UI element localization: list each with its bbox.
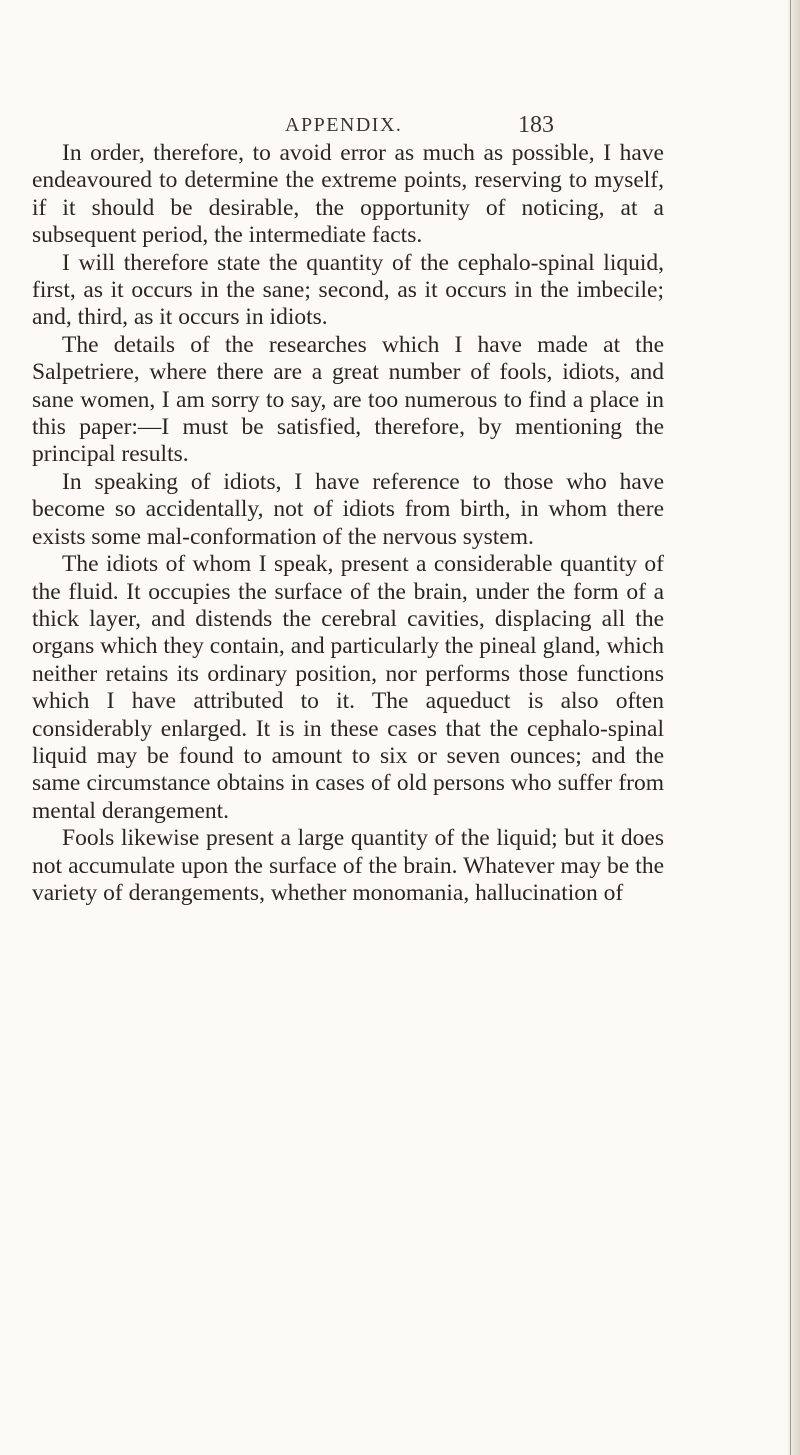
page-body <box>32 140 664 907</box>
paragraph-5: The idiots of whom I speak, present a considerable quantity of the fluid. It occupies the surface of the brain, under the form of a thick layer, and distends the cerebral cavities, displacing all the organs which they contain, and particularly the pineal gland, which neither retains its ordinary position, nor performs those functions which I have attributed to it. The aqueduct is also often considerably enlarged. It is in these cases that the cephalo-spinal liquid may be found to amount to six or seven ounces; and the same circumstance obtains in cases of old persons who suffer from mental derangement. <box>32 551 664 824</box>
paragraph-4: In speaking of idiots, I have reference to those who have become so accidentally, not of idiots from birth, in whom there exists some mal-conformation of the nervous system. <box>32 468 664 550</box>
running-head: APPENDIX. <box>285 114 403 136</box>
page-edge-shadow <box>786 0 800 1455</box>
page-edge-line <box>790 0 791 1455</box>
paragraph-1: In order, therefore, to avoid error as much as possible, I have endeavoured to determine the extreme points, reserving to myself, if it should be desirable, the opportunity of noticing, at a subsequent period, the intermediate facts. <box>32 140 664 249</box>
paragraph-6: Fools likewise present a large quantity of the liquid; but it does not accumulate upon the surface of the brain. Whatever may be the variety of derangements, whether monomania, hallucination of <box>32 825 664 906</box>
page-number: 183 <box>518 112 554 138</box>
paragraph-3: The details of the researches which I have made at the Salpetriere, where there are a great number of fools, idiots, and sane women, I am sorry to say, are too numerous to find a place in this paper:—I must be satisfied, therefore, by mentioning the principal results. <box>32 331 664 468</box>
paragraph-2: I will therefore state the quantity of the cephalo-spinal liquid, first, as it occurs in the sane; second, as it occurs in the imbecile; and, third, as it occurs in idiots. <box>32 249 664 331</box>
